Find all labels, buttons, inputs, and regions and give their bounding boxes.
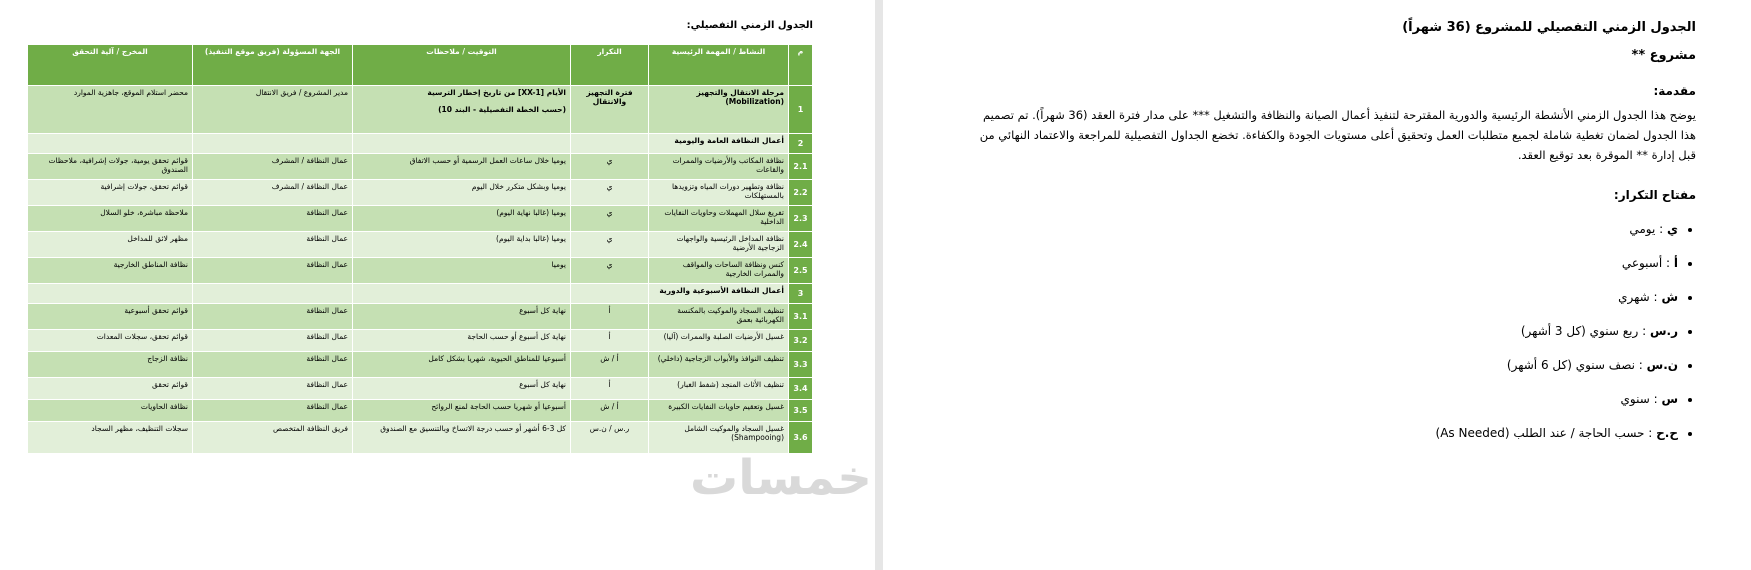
row-number: 3.4 [789,378,813,400]
row-responsible [193,134,353,154]
row-activity: تنظيف السجاد والموكيت بالمكنسة الكهربائية بعمق [649,304,789,330]
row-activity: كنس ونظافة الساحات والمواقف والممرات الخارجية [649,258,789,284]
row-activity: نظافة المكاتب والأرضيات والممرات والقاعات [649,154,789,180]
row-activity: أعمال النظافة الأسبوعية والدورية [649,284,789,304]
row-output: محضر استلام الموقع، جاهزية الموارد [28,86,193,134]
row-timing [353,352,571,378]
timing-text: نهاية كل أسبوع أو حسب الحاجة [467,332,566,341]
intro-paragraph: يوضح هذا الجدول الزمني الأنشطة الرئيسية والدورية المقترحة لتنفيذ أعمال الصيانة والنظافة والتشغيل *** على مدار فترة العقد (36 شهراً). تم تصميم هذا الجدول لضمان تغطية شاملة لجميع متطلبات العمل وتحقيق أعلى مستويات الجودة والكفاءة. تخضع الجداول التفصيلية للمراجعة والاعتماد النهائي من قبل إدارة ** الموقرة بعد توقيع العقد. [979,108,1696,162]
row-timing [353,304,571,330]
row-number: 1 [789,86,813,134]
header-timing: التوقيت / ملاحظات [353,45,571,86]
row-output: نظافة الزجاج [28,352,193,378]
row-frequency: فترة التجهيز والانتقال [571,86,649,134]
row-responsible: عمال النظافة [193,378,353,400]
row-number: 2.5 [789,258,813,284]
schedule-table [27,44,813,454]
row-responsible: عمال النظافة [193,352,353,378]
table-title: الجدول الزمني التفصيلي: [686,20,813,31]
timing-text: يوميا (غالبا نهاية اليوم) [496,208,566,217]
row-frequency: ي [571,154,649,180]
key-item: • ر.س : ربع سنوي (كل 3 أشهر) [1436,314,1679,348]
row-frequency: ي [571,206,649,232]
row-number: 2.1 [789,154,813,180]
row-output: قوائم تحقق يومية، جولات إشرافية، ملاحظات الصندوق [28,154,193,180]
timing-text: أسبوعيا للمناطق الحيوية، شهريا بشكل كامل [428,354,566,363]
page-gap [875,0,883,570]
row-frequency: أ [571,378,649,400]
row-timing [353,284,571,304]
timing-text: نهاية كل أسبوع [519,306,566,315]
key-heading: مفتاح التكرار: [1613,188,1696,202]
row-frequency: أ [571,304,649,330]
row-activity: مرحلة الانتقال والتجهيز (Mobilization) [649,86,789,134]
row-timing [353,86,571,134]
row-frequency [571,284,649,304]
table-row [28,154,813,180]
row-timing [353,134,571,154]
table-row [28,304,813,330]
row-output: نظافة المناطق الخارجية [28,258,193,284]
table-header-row [28,45,813,86]
table-row [28,284,813,304]
row-responsible: عمال النظافة / المشرف [193,180,353,206]
row-timing [353,232,571,258]
row-activity: تنظيف النوافذ والأبواب الزجاجية (داخلي) [649,352,789,378]
row-number: 2.2 [789,180,813,206]
row-responsible: عمال النظافة [193,330,353,352]
row-activity: تفريغ سلال المهملات وحاويات النفايات الداخلية [649,206,789,232]
doc-title: الجدول الزمني التفصيلي للمشروع (36 شهراً) [1402,20,1696,35]
row-frequency: ي [571,258,649,284]
row-responsible: مدير المشروع / فريق الانتقال [193,86,353,134]
intro-heading: مقدمة: [1653,84,1696,98]
row-output: قوائم تحقق، جولات إشرافية [28,180,193,206]
timing-text: أسبوعيا أو شهريا حسب الحاجة لمنع الروائح [431,402,566,411]
table-row [28,258,813,284]
row-output: نظافة الحاويات [28,400,193,422]
row-frequency: ي [571,180,649,206]
row-frequency [571,134,649,154]
row-number: 3.6 [789,422,813,454]
row-activity: أعمال النظافة العامة واليومية [649,134,789,154]
timing-text: نهاية كل أسبوع [519,380,566,389]
key-item: • أ : أسبوعي [1436,246,1679,280]
row-output [28,134,193,154]
table-row [28,206,813,232]
frequency-key-list [1436,212,1697,450]
timing-text: كل 3-6 أشهر أو حسب درجة الاتساخ وبالتنسيق مع الصندوق [380,424,566,433]
timing-note: (حسب الخطة التفصيلية - البند 10) [438,105,566,114]
row-responsible: عمال النظافة [193,304,353,330]
header-num: م [789,45,813,86]
timing-text: الأيام [XX-1] من تاريخ إخطار الترسية [427,88,566,97]
row-number: 2.3 [789,206,813,232]
header-responsible: الجهة المسؤولة (فريق موقع التنفيذ) [193,45,353,86]
row-timing [353,258,571,284]
row-number: 3.3 [789,352,813,378]
row-output: قوائم تحقق، سجلات المعدات [28,330,193,352]
row-timing [353,378,571,400]
row-output: قوائم تحقق [28,378,193,400]
row-activity: نظافة وتطهير دورات المياه وتزويدها بالمستهلكات [649,180,789,206]
row-number: 3.1 [789,304,813,330]
row-number: 2.4 [789,232,813,258]
row-activity: نظافة المداخل الرئيسية والواجهات الزجاجية الأرضية [649,232,789,258]
timing-text: يوميا [551,260,566,269]
row-responsible: عمال النظافة [193,400,353,422]
row-number: 2 [789,134,813,154]
table-row [28,134,813,154]
key-item: • ي : يومي [1436,212,1679,246]
row-frequency: أ / ش [571,400,649,422]
table-row [28,86,813,134]
row-responsible: عمال النظافة / المشرف [193,154,353,180]
row-number: 3.5 [789,400,813,422]
header-activity: النشاط / المهمة الرئيسية [649,45,789,86]
row-timing [353,422,571,454]
row-number: 3 [789,284,813,304]
row-responsible: فريق النظافة المتخصص [193,422,353,454]
row-number: 3.2 [789,330,813,352]
timing-text: يوميا خلال ساعات العمل الرسمية أو حسب الاتفاق [409,156,566,165]
table-row [28,422,813,454]
table-row [28,352,813,378]
table-row [28,180,813,206]
row-activity: تنظيف الأثاث المنجد (شفط الغبار) [649,378,789,400]
table-row [28,378,813,400]
timing-text: يوميا وبشكل متكرر خلال اليوم [471,182,566,191]
row-frequency: ي [571,232,649,258]
row-timing [353,330,571,352]
row-output [28,284,193,304]
right-page [883,0,1751,570]
row-timing [353,400,571,422]
row-timing [353,180,571,206]
key-item: • س : سنوي [1436,382,1679,416]
table-row [28,232,813,258]
row-timing [353,154,571,180]
row-frequency: ر.س / ن.س [571,422,649,454]
timing-text: يوميا (غالبا بداية اليوم) [496,234,566,243]
row-responsible: عمال النظافة [193,206,353,232]
row-responsible: عمال النظافة [193,232,353,258]
row-activity: غسيل وتعقيم حاويات النفايات الكبيرة [649,400,789,422]
row-output: ملاحظة مباشرة، خلو السلال [28,206,193,232]
row-timing [353,206,571,232]
row-responsible [193,284,353,304]
key-item: • ح.ح : حسب الحاجة / عند الطلب (As Needed) [1436,416,1679,450]
doc-subtitle: مشروع ** [1631,48,1696,63]
header-output: المخرج / آلية التحقق [28,45,193,86]
row-responsible: عمال النظافة [193,258,353,284]
row-frequency: أ [571,330,649,352]
key-item: • ش : شهري [1436,280,1679,314]
row-output: قوائم تحقق أسبوعية [28,304,193,330]
table-row [28,330,813,352]
row-output: مظهر لائق للمداخل [28,232,193,258]
header-frequency: التكرار [571,45,649,86]
row-activity: غسيل الأرضيات الصلبة والممرات (آليا) [649,330,789,352]
key-item: • ن.س : نصف سنوي (كل 6 أشهر) [1436,348,1679,382]
row-activity: غسيل السجاد والموكيت الشامل (Shampooing) [649,422,789,454]
row-output: سجلات التنظيف، مظهر السجاد [28,422,193,454]
table-row [28,400,813,422]
row-frequency: أ / ش [571,352,649,378]
watermark: خمسات [690,450,872,506]
